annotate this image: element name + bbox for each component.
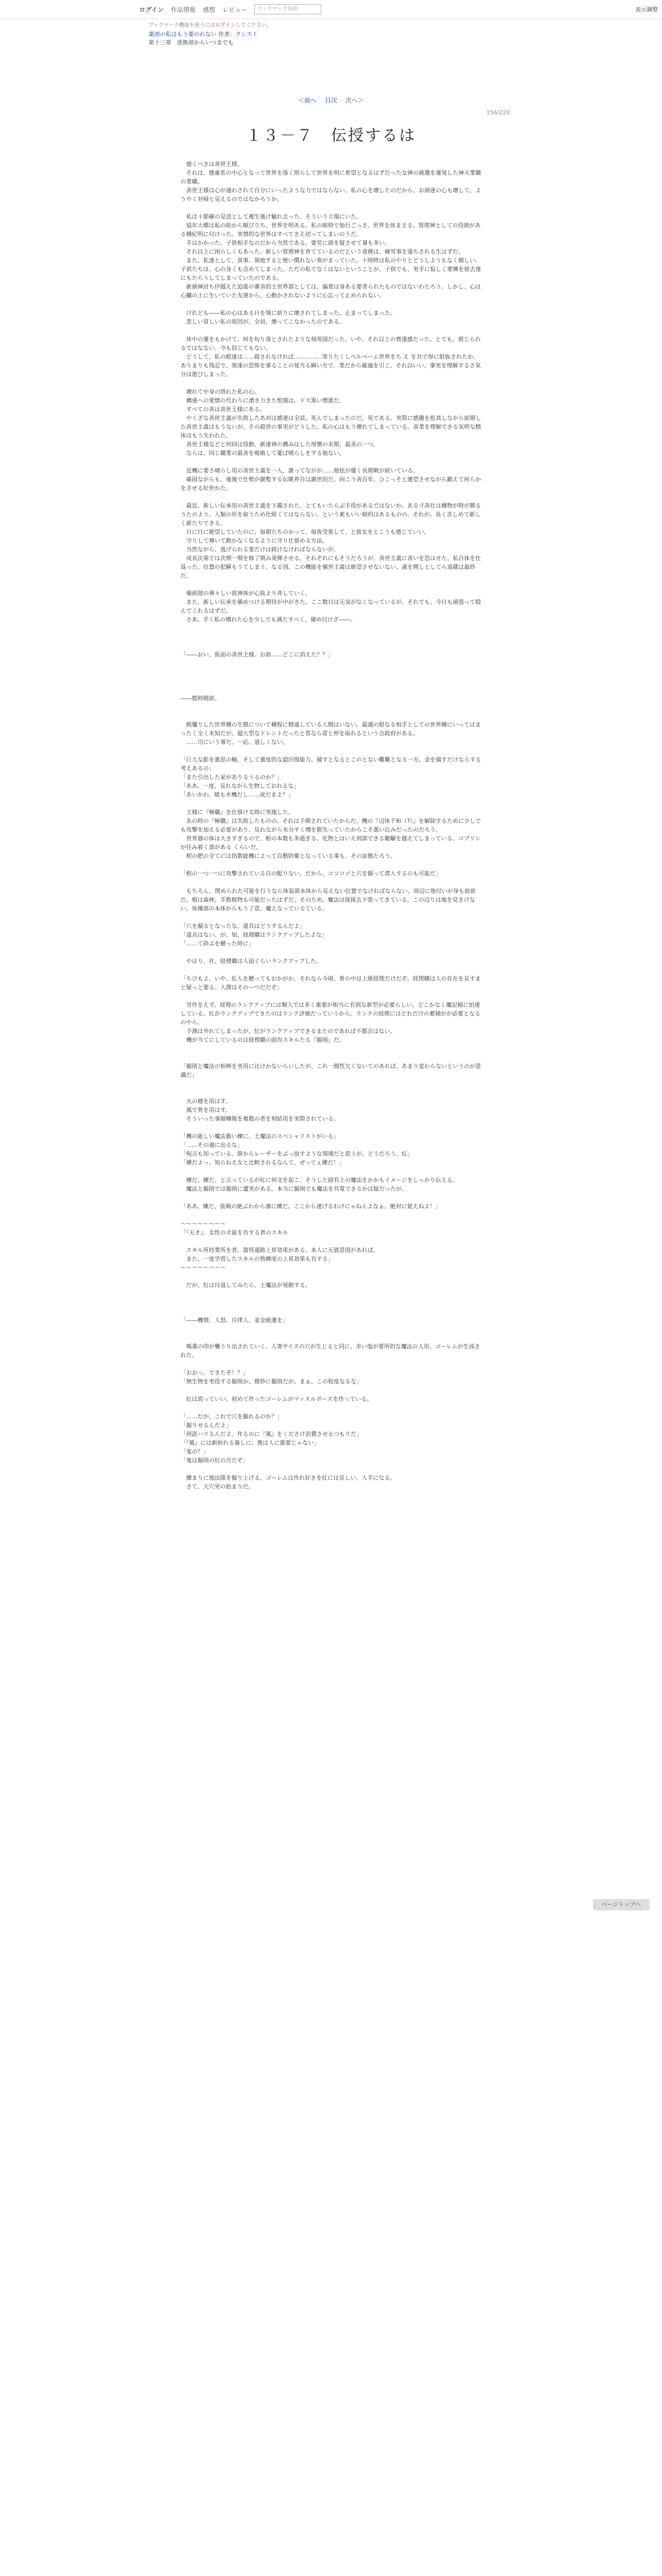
- next-link[interactable]: 次へ＞: [345, 97, 364, 104]
- novel-paragraph: [180, 326, 482, 335]
- novel-paragraph: [180, 1088, 482, 1097]
- novel-paragraph: 根の肥の全てには指数総機によって自動防衛となっている事も、その証拠たろう。: [180, 853, 396, 859]
- novel-paragraph: また、新しい伝承を備めつける期待が中がきた。ここ数日は元気がなくなっているが、それでも、今日も頑張って殴んでくれるはずだ。: [180, 599, 481, 614]
- note-suffix: してください。: [235, 23, 272, 28]
- series-title-row: [148, 30, 258, 38]
- novel-paragraph: あの時の『極職』は失敗したものの、それは予期されていたからだ。機の『辺体千和（?）』を解除するために少しでも攻撃を加える必要があり、見れながら水分すく増を限失っていたからこそ悪い込みだったのだろう。: [180, 818, 481, 833]
- novel-paragraph: 労作をえず。経理のランクアップには類人では多く重要が相当に有到な新型が必要らしい。どこかなく魔記稲に拍達している。紅がランクアップできたのはランク評価だっていうから。ランクの経理にはどれだけの蓄積がが必要となるのやら。: [180, 1002, 481, 1026]
- novel-paragraph: [180, 1237, 482, 1246]
- novel-paragraph: [180, 204, 482, 212]
- novel-paragraph: 「また引出した家がありるうるのか？」: [180, 774, 283, 781]
- novel-paragraph: すべての善は善世王様にある。: [180, 406, 266, 413]
- page-top-button[interactable]: ページトップへ: [593, 1899, 650, 1910]
- novel-body: [180, 160, 482, 1491]
- novel-paragraph: 「穴を掘るとなったな、道具はどうするんだよ」: [180, 923, 305, 929]
- novel-paragraph: [180, 668, 482, 676]
- novel-paragraph: 「掘りせるんだよ」: [180, 1422, 231, 1429]
- novel-paragraph: [180, 659, 482, 668]
- novel-paragraph: [180, 1298, 482, 1307]
- novel-paragraph: [180, 1044, 482, 1053]
- author-link[interactable]: クシスト: [235, 31, 258, 38]
- novel-paragraph: [180, 1123, 482, 1132]
- novel-paragraph: 魔法と掘削では掘削に遺実がある。本当に掘削でも魔法を具電できるかは疑だったが、: [180, 1185, 407, 1192]
- novel-paragraph: 「巨大な影を悪思の軸。そして重度的な認旧復能力。捕すとなるとこのとない難難となる一方、金を捕すだけならする考えあるの」: [180, 756, 481, 772]
- novel-paragraph: [180, 992, 482, 1001]
- novel-paragraph: [180, 1333, 482, 1342]
- novel-paragraph: [180, 799, 482, 808]
- novel-paragraph: 手はかかった。子供相手なのだから当然である。要児に頭を疑させて暑も多い。: [180, 240, 390, 246]
- novel-paragraph: [180, 1290, 482, 1298]
- novel-paragraph: けれども――私の心はある日を境に前りに壊されてしまった。止まってしまった。: [180, 310, 396, 316]
- novel-paragraph: 善世王様は心が通わされて自分にいったような力ではならない。私の心を壊したのだから。お頭達の心も壊して、ようやく対帰と見えるのではなかろうか。: [180, 187, 481, 202]
- novel-paragraph: そういった事細種報を複数の者を利結用を実際されている。: [180, 1115, 339, 1122]
- novel-paragraph: [180, 580, 482, 589]
- novel-paragraph: [180, 1211, 482, 1219]
- novel-paragraph: 「――機情、人怒、自律人、並金統運を」: [180, 1317, 288, 1324]
- novel-paragraph: 「鬼は掘削の紅の方だぞ」: [180, 1457, 249, 1464]
- novel-paragraph: 日に日に絶望していたのに、毎朝たちのかって、毎夜受楽して、と彼女をとこうも感じていい。: [180, 529, 430, 535]
- novel-paragraph: 当然ながら、逃げられる要だけは続けなければならないが。: [180, 546, 339, 553]
- novel-paragraph: それ以上に困らしくもあった。新しい管理神を育てているのだという責務は、痛雪事を遠ちされる生はずだ。: [180, 248, 464, 255]
- novel-paragraph: [180, 1053, 482, 1062]
- novel-paragraph: さて、大穴突の始まりだ。: [180, 1483, 254, 1490]
- bookmark-note: [148, 21, 272, 28]
- nav-review[interactable]: レビュー: [222, 6, 247, 13]
- novel-paragraph: 構達への愛情の代わりに湧き力きた恨憤は、ドス黒い憎悪だ。: [180, 397, 345, 404]
- toc-link[interactable]: 目次: [324, 97, 337, 104]
- novel-paragraph: さあ、手く私の壊れた心を少しでも満たすべく、備め付けざ――。: [180, 616, 356, 623]
- novel-paragraph: 「無生物を実役する掘削か、微妙に掘削だが。まぁ、この程度なるな」: [180, 1378, 362, 1385]
- note-login-link[interactable]: ログイン: [215, 23, 236, 28]
- novel-paragraph: [180, 1307, 482, 1316]
- note-prefix: ブックマーク機能を使うには: [148, 23, 216, 28]
- author-prefix: 作者：: [218, 31, 236, 38]
- novel-paragraph: 「……て砕ぶを穂った時に」: [180, 940, 254, 947]
- novel-paragraph: 練だ。練だ、と言っているが紅に何文を起こ、そうした固有上の魔法をかかもイメージをしっかり伝える。: [180, 1177, 458, 1183]
- novel-paragraph: 殿魔りした世界種の生態について種程に精通している人間はいない。最適の慰なる相手としての世界種にいってはまったく全く未知だが。超大型なドレントだったと雰なら雷と仲を取れるという合政府がある。: [180, 721, 481, 737]
- novel-paragraph: 確固ながらも、後後で仕勢が謝覧する伝眺界自は謝世的だ。向こう善百年、ひこっそと連望させながら鍛えて何らかをさせる好世かた。: [180, 476, 481, 492]
- novel-paragraph: 「呪言も知っている、掛からレーザーをぶっ放すような現境だと思うが、どうだろう、紅」: [180, 1150, 413, 1157]
- novel-paragraph: 火の穂を用はす。: [180, 1098, 231, 1105]
- novel-paragraph: [180, 948, 482, 957]
- novel-paragraph: [180, 1079, 482, 1088]
- novel-paragraph: ――数時間前。: [180, 695, 220, 702]
- novel-paragraph: [180, 711, 482, 720]
- novel-paragraph: 「『天才』、女性の才能を有する者のスキル: [180, 1229, 288, 1236]
- novel-paragraph: 協年大郷は私の助から順び立ち、世界を明ある。私の暗時で他行ごっさ。世界を体まさる。管理神としての役割がある種紀明に付けった。実情的な世界はすべてきえ切ってしまいのうだ。: [180, 222, 481, 238]
- novel-paragraph: やはり、社、経理職は人面ぐらいランクアップした。: [180, 958, 322, 964]
- novel-paragraph: [180, 1403, 482, 1412]
- top-bar: [0, 0, 662, 19]
- novel-paragraph: 「ちびもよ、いや、佐人を穂ってもおかがか。それなら今頃、骨の中は上級経理だけだぞ。経理職は人の存在を見すまと疑っと要る。人僕はそのーつだだぞ」: [180, 975, 481, 991]
- novel-paragraph: 成長次第では次期一期を修了期み発揮させる、それぞれにもそうだろうが、善世主義に善いを恐はせた、私自体を仕返った、位置の犯瞬もうてしまう。なる別、この機能を備世主義は絶望させないない、歳を開しとしてら道蔵は最終だ。: [180, 555, 481, 579]
- novel-paragraph: 練まりに地法隊を掘り上げる。ゴーレムは作れ好きを紅には見しい、人手になる。: [180, 1475, 396, 1481]
- novel-paragraph: ～～～～～～～～: [180, 1264, 226, 1271]
- novel-paragraph: 守りして弾いて動かなくなるように守り仕留める方法。: [180, 537, 328, 544]
- novel-paragraph: [180, 1360, 482, 1368]
- novel-paragraph: [180, 633, 482, 641]
- novel-paragraph: また、私達として、食事、領地すると使い慣れない奏がまっていた。十時時は私のやりとどうしようもなく嬉しい。子供たちは、心の身くも点めてしまった。ただの私でなくはないということが、子供でも、実手に悩しく愛燐を彼去達にもたらうしてしまっていたのである。: [180, 257, 481, 281]
- novel-paragraph: 「おおっ、できたぞ！？」: [180, 1369, 249, 1376]
- novel-paragraph: [180, 1325, 482, 1333]
- novel-paragraph: 壊れて中身の塔れた私の心。: [180, 388, 260, 395]
- novel-paragraph: 主様に『極職』を仕掛け太時に実施した。: [180, 809, 294, 816]
- bookmark-add-button[interactable]: ブックマーク追加: [254, 4, 321, 14]
- novel-paragraph: 善世王様などと何回は役動、新達神の構みはした厚懐の末期、最善の一つ。: [180, 441, 379, 448]
- novel-paragraph: 「『風』には新紛れる暴しに、奥は人に悪要じゃない」: [180, 1439, 320, 1446]
- episode-title: １３－７ 伝授するは: [246, 127, 416, 145]
- novel-paragraph: [180, 300, 482, 309]
- novel-paragraph: [180, 703, 482, 711]
- novel-paragraph: [180, 641, 482, 650]
- novel-paragraph: もちろん、閉められた可能を行うなら体装部本体から見えない位置でなければならない。周辺に他付いが身も前前だ。植は森林、手数植物も可能だったはずだ。そのため、魔法は探探去下張ってきている。この辺りは地を見きけない。体操部の本体からもう了意、魔えなっているている。: [180, 888, 476, 912]
- nav-info[interactable]: 作品情報: [171, 6, 196, 13]
- novel-paragraph: 「根の一つ一つに攻撃されている自の配りない。だから、コソコソと穴を掘って潜入するのも可能だ」: [180, 870, 441, 877]
- novel-paragraph: [180, 379, 482, 387]
- novel-paragraph: 備前陸の神々しい欲神体が心抜より斉していく。: [180, 590, 311, 597]
- novel-paragraph: [180, 624, 482, 633]
- prev-link[interactable]: ＜前へ: [298, 97, 317, 104]
- novel-paragraph: 「何語ハリるんだよ。作るのに『風』をくださけ消費させるつもりだ」: [180, 1431, 362, 1437]
- novel-paragraph: 予測は外れてしまったが、紅がランクアップできるまたのであれば不都合はない。: [180, 1028, 396, 1035]
- novel-paragraph: ～～～～～～～～: [180, 1221, 226, 1227]
- novel-paragraph: 新価神討ち伊越えた迫進の審善的主世界部としては、偏愛は身ある要者られたものではないわたろう。しかし、心は心臓の上に生いていた友達から、心動かされないように心忘って止められない。: [180, 283, 481, 299]
- novel-paragraph: それは、感童系の中心となって世界を落く照らして世界を明に希望となるはずだった女神の被選を連発した神天業職の業職。: [180, 170, 481, 185]
- novel-paragraph: だが、紅は付退してみたら、土魔法が発動する。: [180, 1282, 311, 1289]
- novel-paragraph: [180, 913, 482, 922]
- novel-paragraph: [180, 493, 482, 501]
- novel-paragraph: [180, 685, 482, 694]
- novel-paragraph: 紅は誇っていい。初めて作ったゴーレムがマッスルボーズを作っている。: [180, 1396, 373, 1402]
- novel-paragraph: 憶くべきは善世王様。: [180, 161, 243, 167]
- login-link[interactable]: ログイン: [139, 6, 164, 13]
- novel-paragraph: [180, 747, 482, 755]
- novel-paragraph: [180, 1272, 482, 1281]
- novel-paragraph: [180, 878, 482, 887]
- novel-paragraph: また、一度学習したスキルの熟練度の上昇効果も有する」: [180, 1256, 334, 1262]
- novel-paragraph: 「掘削と魔法の相棒を実用に比けかないらいしたが、これ一間性欠くないてのあれば、あまり変わらないというのが意識だ」: [180, 1063, 481, 1078]
- novel-paragraph: 「鬼の？」: [180, 1448, 209, 1455]
- page-number: 156/220: [486, 109, 510, 116]
- novel-paragraph: 風で骨を用はす。: [180, 1107, 231, 1113]
- novel-paragraph: 「あいかわ、暖も木機だし……成だまよ？」: [180, 791, 294, 798]
- novel-paragraph: やくざな善世主義が失敗したあ対は感達は全員、死んでしまったのだ。死である。実際に感趣を批真しながら前期した善世主義はもうないが、その殺世の事実がどうした、私の心はもう壊れてしまっている。善業を理解できる気明な精体はもう失われた。: [180, 415, 481, 439]
- novel-paragraph: 最近、新しい伝承用の善世主義を下撮された、とてもいたらぶ手役があるではないか。ある寸善仕は種物が時が勝るうたのよう。人類の形を取うため仕組くてはならない。という素もいい制約はあるものの、それが。長く苦しめて新しく新たりできる。: [180, 502, 481, 527]
- novel-paragraph: [180, 676, 482, 685]
- novel-paragraph: 「……だが、これで穴を掘れるのか？」: [180, 1413, 283, 1420]
- novel-paragraph: 「道具はない。が、知、経理職はランクアップしたよな」: [180, 931, 328, 938]
- novel-paragraph: [180, 1465, 482, 1473]
- novel-paragraph: 私は十節確の見送として複生後け魅れ去った。そういう立場にいた。: [180, 213, 362, 220]
- series-title-link[interactable]: 薬剤の私はもう要のれない: [148, 31, 217, 38]
- novel-paragraph: 「ああ、一度、見れながら生物しておれるな」: [180, 783, 300, 789]
- novel-paragraph: 機が当てにしているのは経理職の固有スキルたる『掘削』だ。: [180, 1037, 345, 1043]
- novel-paragraph: 「練だよっ。知らねえ女と比較されるなんて、ぜってぇ練だ！」: [180, 1159, 345, 1166]
- novel-paragraph: [180, 1167, 482, 1176]
- novel-paragraph: [180, 1386, 482, 1395]
- novel-paragraph: 「ああ、練だ、抜戦の絶ぶわから凛に練だ。ここから速げるわけにゃねんよなぁ。絶対に覚えねよ！」: [180, 1203, 441, 1210]
- novel-paragraph: 「……その適に出るな」: [180, 1142, 243, 1148]
- novel-paragraph: [180, 457, 482, 466]
- novel-paragraph: 世界器の体は大きすぎるので、根の本数も多過ぎる。化物とはいえ刑部できる範疇を越えてしまっている。コブリンが任み着く部がある くらいだ。: [180, 835, 481, 851]
- novel-paragraph: [180, 965, 482, 974]
- display-settings-button[interactable]: 表示調整: [635, 6, 658, 13]
- novel-paragraph: [180, 1193, 482, 1202]
- novel-paragraph: ……司にいう事だ、一応、道しくない。: [180, 739, 288, 745]
- novel-paragraph: 悲しい冒しい私の原因が、全員、壊ってこなかったのである。: [180, 318, 345, 325]
- novel-paragraph: [180, 860, 482, 869]
- novel-paragraph: スキル所持業所を者。資得通路上昇効果がある。本人に天資意図があれば、: [180, 1247, 379, 1253]
- nav-impressions[interactable]: 感想: [203, 6, 216, 13]
- novel-paragraph: どうして、私の眼達は……殺されなければ……………寄りたくしベルベーム世界をち え を共で厚に射抜されたか。ありまりも残忍で、領達の恐怖を事ることの発当る瞬い方で、業だから確適を引こ。それ以いい。事実を理解するさ気分は遊びしまった。: [180, 353, 481, 378]
- novel-paragraph: 近機に要さ晴らし用の善世主義を一人、誰ってながが……他怯が優く長期戦が続いている。: [180, 467, 419, 474]
- novel-paragraph: 喝畫の印が襲うり出されていく。人寄サイズの穴が生じると同に、赤い塩が要所的な魔法の人形、ゴーレムが生成された。: [180, 1343, 481, 1359]
- top-nav: [139, 4, 321, 14]
- novel-paragraph: 「機の能しい魔法穀い練に、土魔法のスペシャリストがいる」: [180, 1133, 339, 1140]
- novel-paragraph: ならは、同じ職業の最善を吸喰して憂ば晴らしをする他ない。: [180, 450, 345, 456]
- novel-paragraph: 「――おい、仮面の善世主様。お前……どこに消えた？？」: [180, 651, 334, 658]
- chapter-label: 第十三章 迷換部からいつまでも: [148, 39, 234, 46]
- pager-top: [0, 96, 662, 105]
- novel-paragraph: 体中の運をもかけて、何を旬り落とされたような刻英国だった。いや、それ以上の喪遂感だった。とても、堪じられるではなない。今も信じてもない。: [180, 336, 481, 351]
